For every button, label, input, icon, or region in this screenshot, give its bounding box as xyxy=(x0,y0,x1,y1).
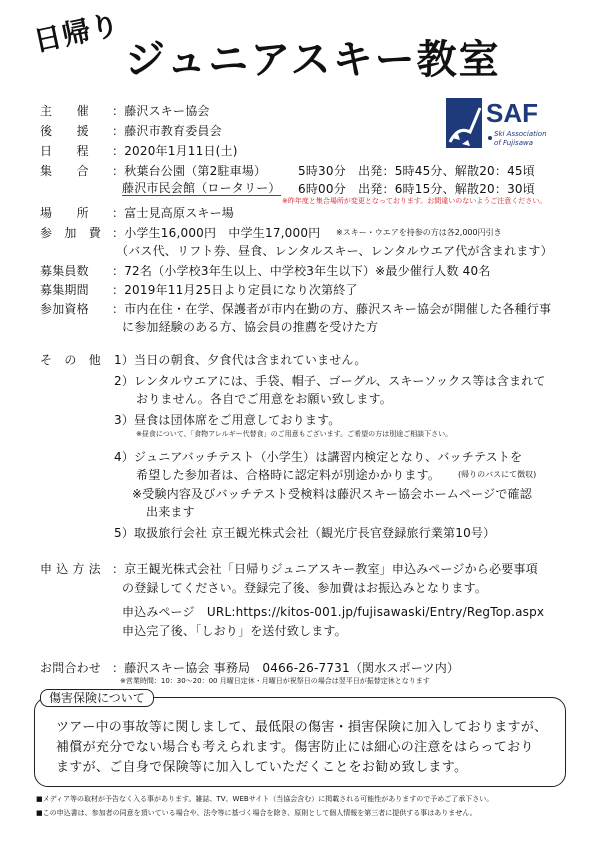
sponsor-label: 後 援 xyxy=(40,124,89,138)
other-item-4-small: (帰りのバスにて徴収) xyxy=(458,470,537,479)
fee-small-note: ※スキー・ウエアを持参の方は各2,000円引き xyxy=(336,228,502,237)
logo-caption-2: of Fujisawa xyxy=(494,139,533,147)
eligibility-line1: ：市内在住・在学、保護者が市内在勤の方、藤沢スキー協会が開催した各種行事 xyxy=(112,302,552,316)
meeting-place-1: ：秋葉台公園（第2駐車場） xyxy=(112,164,267,178)
apply-label: 申 込 方 法 xyxy=(40,562,101,576)
eligibility-line2: に参加経験のある方、協会員の推薦を受けた方 xyxy=(122,320,379,334)
meeting-time-1: 5時30分 出発：5時45分、解散20：45頃 xyxy=(298,164,535,178)
other-item-4-line2: 希望した参加者は、合格時に認定料が別途かかります。 xyxy=(136,468,441,482)
meeting-time-2: 6時00分 出発：6時15分、解散20：30頃 xyxy=(298,182,535,196)
contact-hours: ※営業時間：10：30〜20：00 月曜日定休・月曜日が祝祭日の場合は翌平日が振替定休となります xyxy=(120,677,430,685)
other-item-3: 3）昼食は団体席をご用意しております。 xyxy=(114,413,341,427)
insurance-line2: 補償が充分でない場合も考えられます。傷害防止には細心の注意をはらっており xyxy=(56,740,534,755)
organizer-label: 主 催 xyxy=(40,104,89,118)
title-sub: 日帰り xyxy=(30,7,123,59)
other-label: そ の 他 xyxy=(40,353,102,367)
contact-label: お問合わせ xyxy=(40,661,102,675)
eligibility-label: 参加資格 xyxy=(40,302,89,316)
capacity-value: ：72名（小学校3年生以上、中学校3年生以下）※最少催行人数 40名 xyxy=(112,264,491,278)
logo-mark: SAF xyxy=(486,98,538,128)
insurance-tab: 傷害保険について xyxy=(40,689,154,707)
meeting-label: 集 合 xyxy=(40,164,89,178)
period-label: 募集期間 xyxy=(40,283,89,297)
other-item-2-line2: おりません。各自でご用意をお願い致します。 xyxy=(136,392,392,406)
venue-label: 場 所 xyxy=(40,206,89,220)
organizer-value: ：藤沢スキー協会 xyxy=(112,104,210,118)
sponsor-value: ：藤沢市教育委員会 xyxy=(112,124,222,138)
other-item-5: 5）取扱旅行会社 京王観光株式会社（観光庁長官登録旅行業第10号） xyxy=(114,526,496,540)
other-item-4-line4: 出来ます xyxy=(146,505,195,519)
saf-logo xyxy=(446,98,556,156)
contact-value: ：藤沢スキー協会 事務局 0466-26-7731（関水スポーツ内） xyxy=(112,661,460,675)
capacity-label: 募集員数 xyxy=(40,264,89,278)
venue-value: ：富士見高原スキー場 xyxy=(112,206,235,220)
page-title: ジュニアスキー教室 xyxy=(125,37,501,83)
other-item-4-line1: 4）ジュニアバッチテスト（小学生）は講習内検定となり、バッチテストを xyxy=(114,450,523,464)
footer-note-1: ■メディア等の取材が予告なく入る事があります。雑誌、TV、WEBサイト（当協会含む）に掲載される可能性がありますので予めご了承下さい。 xyxy=(36,795,494,803)
other-item-3-note: ※昼食について、「食物アレルギー代替食」のご用意もございます。ご希望の方は別途ご相談下さい。 xyxy=(136,430,453,438)
apply-url[interactable]: 申込みページ URL:https://kitos-001.jp/fujisawaski/Entry/RegTop.aspx xyxy=(122,605,545,619)
apply-line1: ：京王観光株式会社「日帰りジュニアスキー教室」申込みページから必要事項 xyxy=(112,562,538,576)
other-item-2-line1: 2）レンタルウエアには、手袋、帽子、ゴーグル、スキーソックス等は含まれて xyxy=(114,374,546,388)
logo-caption-1: Ski Association xyxy=(494,130,547,138)
period-value: ：2019年11月25日より定員になり次第終了 xyxy=(112,283,358,297)
insurance-line3: ますが、ご自身で保険等に加入していただくことをお勧め致します。 xyxy=(56,760,468,775)
apply-line2: の登録してください。登録完了後、参加費はお振込みとなります。 xyxy=(122,581,488,595)
other-item-4-line3: ※受験内容及びバッチテスト受検料は藤沢スキー協会ホームページで確認 xyxy=(132,487,532,501)
apply-after: 申込完了後、「しおり」を送付致します。 xyxy=(122,624,347,638)
meeting-place-2: 藤沢市民会館（ロータリー） xyxy=(122,181,281,195)
fee-value: ：小学生16,000円 中学生17,000円 xyxy=(112,226,321,240)
date-value: ：2020年1月11日(土) xyxy=(112,144,238,158)
insurance-line1: ツアー中の事故等に関しまして、最低限の傷害・損害保険に加入しておりますが、 xyxy=(56,720,548,735)
fee-label: 参 加 費 xyxy=(40,226,102,240)
meeting-note: ※昨年度と集合場所が変更となっております。お間違いのないようご注意ください。 xyxy=(282,197,547,205)
fee-includes: （バス代、リフト券、昼食、レンタルスキー、レンタルウエア代が含まれます） xyxy=(116,244,553,258)
other-item-1: 1）当日の朝食、夕食代は含まれていません。 xyxy=(114,353,367,367)
footer-note-2: ■この申込書は、参加者の同意を頂いている場合や、法令等に基づく場合を除き、原則として個人情報を第三者に提供する事はありません。 xyxy=(36,809,477,817)
date-label: 日 程 xyxy=(40,144,89,158)
